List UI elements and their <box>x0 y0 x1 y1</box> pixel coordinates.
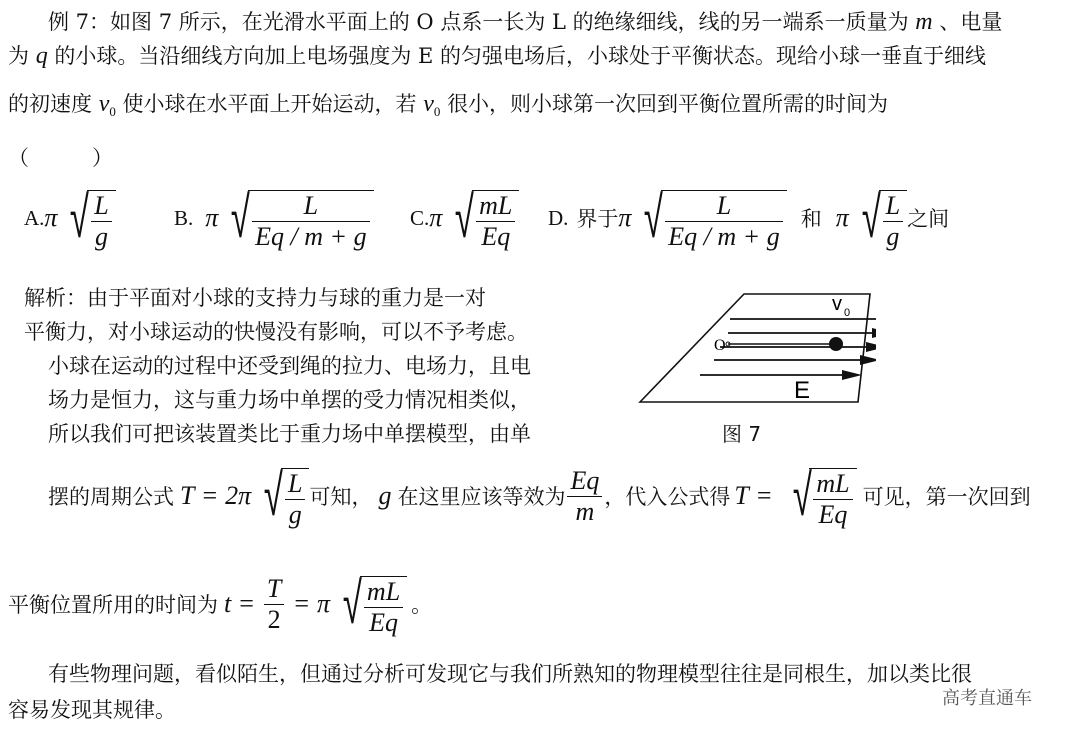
closing-line-2: 容易发现其规律。 <box>8 698 176 722</box>
pi-symbol: π <box>317 589 331 618</box>
option-text: 界于 <box>576 207 619 231</box>
closing-line-1: 有些物理问题，看似陌生，但通过分析可发现它与我们所熟知的物理模型往往是同根生，加以类比很 <box>48 662 972 686</box>
equals: = <box>294 589 310 618</box>
question-line-3 <box>8 88 888 120</box>
analysis-line-6 <box>48 462 1031 530</box>
var-t-cap: T <box>180 481 195 510</box>
text: 在这里应该等效为 <box>397 485 566 509</box>
label-v: v <box>832 293 842 315</box>
question-text: 使小球在水平面上开始运动，若 <box>122 92 417 116</box>
v0-symbol: $v_0$ <box>98 91 116 119</box>
question-text: 的初速度 <box>8 92 92 116</box>
pi-symbol: π <box>429 203 443 232</box>
label-o: O <box>714 337 726 354</box>
option-label: C. <box>410 205 430 230</box>
arrow-head <box>866 342 876 352</box>
sqrt: √ $\frac{mL}{Eq}$ <box>780 462 857 530</box>
figure-7-diagram <box>636 288 876 408</box>
figure-caption: 图 7 <box>722 422 762 446</box>
question-text: 很小，则小球第一次回到平衡位置所需的时间为 <box>447 92 889 116</box>
analysis-line-3: 小球在运动的过程中还受到绳的拉力、电场力，且电 <box>48 354 531 378</box>
sqrt: √ $\frac{L}{g}$ <box>251 462 309 530</box>
option-d <box>548 184 949 252</box>
sqrt: √ $\frac{mL}{Eq}$ <box>442 184 519 252</box>
text: 可见，第一次回到 <box>862 485 1031 509</box>
sqrt: √ $\frac{L}{g}$ <box>849 184 907 252</box>
question-text: 、电量 <box>939 10 1003 34</box>
option-label: D. <box>548 205 569 230</box>
ball <box>829 337 843 351</box>
pi-symbol: π <box>618 203 632 232</box>
question-line-1 <box>48 6 1002 36</box>
answer-bracket: （ ） <box>8 146 113 170</box>
sqrt: √ $\frac{L}{Eq / m + g}$ <box>631 184 786 252</box>
analysis-line-2: 平衡力，对小球运动的快慢没有影响，可以不予考虑。 <box>24 320 528 344</box>
var-q: q <box>35 43 48 69</box>
option-text: 和 <box>800 207 822 231</box>
arrow-head <box>860 355 876 365</box>
analysis-line-7 <box>8 570 432 638</box>
options-row <box>24 184 949 252</box>
text: 可知， <box>309 485 373 509</box>
equals: = <box>239 589 254 618</box>
arrow-head <box>842 370 862 380</box>
arrow-head <box>872 328 876 338</box>
label-v-sub: 0 <box>844 307 851 319</box>
text: 摆的周期公式 <box>48 485 174 509</box>
equals: = <box>202 481 218 510</box>
option-label: A. <box>24 205 45 230</box>
fraction-t-2: $\frac{T}{2}$ <box>264 574 284 635</box>
option-text: 之间 <box>907 207 950 231</box>
var-m: m <box>915 9 933 35</box>
sqrt: √ $\frac{mL}{Eq}$ <box>330 570 407 638</box>
text: ，代入公式得 <box>604 485 731 509</box>
fraction-eq-m: $\frac{Eq}{m}$ <box>567 466 602 527</box>
equals: = <box>756 481 772 510</box>
v0-symbol: $v_0$ <box>423 91 441 119</box>
var-g: g <box>378 481 392 510</box>
question-text: 的小球。当沿细线方向加上电场强度为 E 的匀强电场后，小球处于平衡状态。现给小球一垂直于细线 <box>54 44 987 68</box>
text: 平衡位置所用的时间为 <box>8 593 218 617</box>
analysis-line-5: 所以我们可把该装置类比于重力场中单摆模型，由单 <box>48 422 531 446</box>
text: 。 <box>411 593 433 617</box>
pi-symbol: π <box>44 203 58 232</box>
two-pi: 2π <box>225 481 252 510</box>
question-line-2 <box>8 40 986 70</box>
watermark: 高考直通车 <box>942 688 1032 709</box>
pi-symbol: π <box>835 203 849 232</box>
option-label: B. <box>174 205 194 230</box>
option-c <box>410 184 548 252</box>
sqrt: √ $\frac{L}{g}$ <box>57 184 115 252</box>
option-a <box>24 184 174 252</box>
analysis-line-1: 解析：由于平面对小球的支持力与球的重力是一对 <box>24 286 486 310</box>
option-b <box>174 184 410 252</box>
var-t-cap: T <box>734 481 749 510</box>
question-text: 例 7：如图 7 所示，在光滑水平面上的 O 点系一长为 L 的绝缘细线，线的另一端系一质量为 <box>48 10 909 34</box>
analysis-line-4: 场力是恒力，这与重力场中单摆的受力情况相类似， <box>48 388 531 412</box>
label-e: E <box>794 377 811 404</box>
var-t: t <box>224 589 232 618</box>
sqrt: √ $\frac{L}{Eq / m + g}$ <box>218 184 373 252</box>
question-text: 为 <box>8 44 29 68</box>
pi-symbol: π <box>205 203 219 232</box>
